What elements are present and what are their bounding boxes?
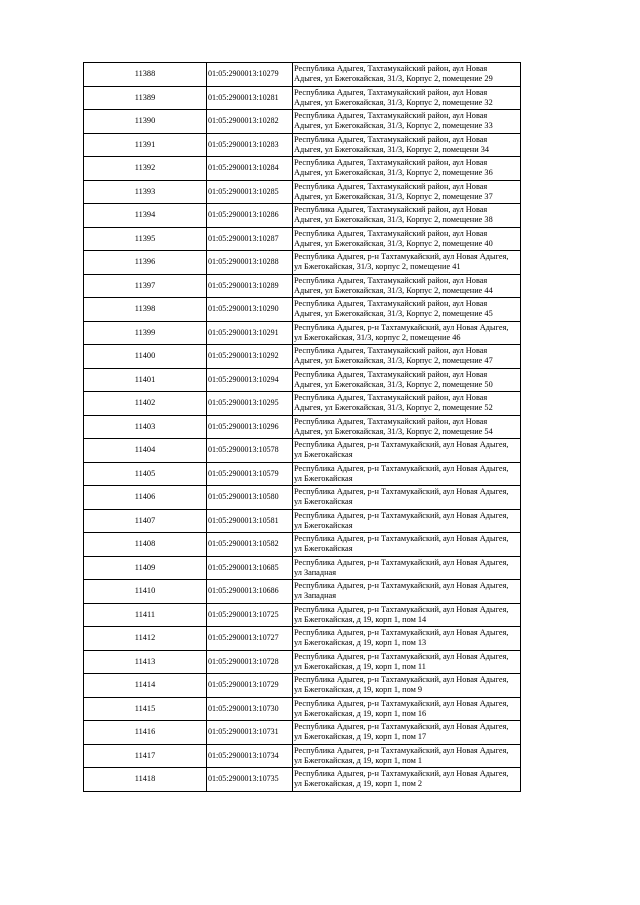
address-line-2: Адыгея, ул Бжегокайская, 31/3, Корпус 2, помещение 33 xyxy=(294,121,493,131)
row-number: 11396 xyxy=(84,251,207,275)
address-line-2: ул Бжегокайская, д 19, корп 1, пом 9 xyxy=(294,685,423,695)
address-line-2: Адыгея, ул Бжегокайская, 31/3, Корпус 2, помещение 29 xyxy=(294,74,493,84)
table-row xyxy=(84,580,521,604)
row-number: 11417 xyxy=(84,744,207,768)
address-line-1: Республика Адыгея, р-н Тахтамукайский, аул Новая Адыгея, xyxy=(294,722,509,732)
address-cell xyxy=(293,63,521,87)
address-line-2: ул Бжегокайская, 31/3, корпус 2, помещение 46 xyxy=(294,332,461,342)
address-cell xyxy=(293,556,521,580)
cadastral-number: 01:05:2900013:10287 xyxy=(207,227,293,251)
row-number: 11405 xyxy=(84,462,207,486)
table-row xyxy=(84,321,521,345)
address-line-1: Республика Адыгея, Тахтамукайский район, аул Новая xyxy=(294,205,488,215)
table-row xyxy=(84,86,521,110)
cadastral-number: 01:05:2900013:10288 xyxy=(207,251,293,275)
cadastral-number: 01:05:2900013:10580 xyxy=(207,486,293,510)
cadastral-number: 01:05:2900013:10581 xyxy=(207,509,293,533)
address-line-2: Адыгея, ул Бжегокайская, 31/3, Корпус 2, помещение 47 xyxy=(294,356,493,366)
cadastral-number: 01:05:2900013:10728 xyxy=(207,650,293,674)
address-line-1: Республика Адыгея, р-н Тахтамукайский, аул Новая Адыгея, xyxy=(294,487,509,497)
cadastral-number: 01:05:2900013:10292 xyxy=(207,345,293,369)
address-line-2: ул Бжегокайская, д 19, корп 1, пом 11 xyxy=(294,661,426,671)
address-line-1: Республика Адыгея, р-н Тахтамукайский, аул Новая Адыгея, xyxy=(294,252,509,262)
address-line-2: ул Бжегокайская xyxy=(294,450,353,460)
address-line-2: Адыгея, ул Бжегокайская, 31/3, Корпус 2, помещение 38 xyxy=(294,215,493,225)
address-line-1: Республика Адыгея, р-н Тахтамукайский, аул Новая Адыгея, xyxy=(294,581,509,591)
table-row xyxy=(84,110,521,134)
address-line-2: ул Бжегокайская xyxy=(294,497,353,507)
address-cell xyxy=(293,744,521,768)
address-line-2: ул Бжегокайская, д 19, корп 1, пом 2 xyxy=(294,779,423,789)
address-line-1: Республика Адыгея, Тахтамукайский район, аул Новая xyxy=(294,111,488,121)
row-number: 11407 xyxy=(84,509,207,533)
cadastral-number: 01:05:2900013:10291 xyxy=(207,321,293,345)
address-line-2: ул Бжегокайская xyxy=(294,544,353,554)
cadastral-number: 01:05:2900013:10731 xyxy=(207,721,293,745)
row-number: 11401 xyxy=(84,368,207,392)
address-cell xyxy=(293,415,521,439)
table-row xyxy=(84,650,521,674)
row-number: 11403 xyxy=(84,415,207,439)
address-line-1: Республика Адыгея, р-н Тахтамукайский, аул Новая Адыгея, xyxy=(294,440,509,450)
row-number: 11399 xyxy=(84,321,207,345)
row-number: 11389 xyxy=(84,86,207,110)
cadastral-number: 01:05:2900013:10730 xyxy=(207,697,293,721)
row-number: 11392 xyxy=(84,157,207,181)
address-line-1: Республика Адыгея, Тахтамукайский район, аул Новая xyxy=(294,181,488,191)
cadastral-number: 01:05:2900013:10734 xyxy=(207,744,293,768)
row-number: 11395 xyxy=(84,227,207,251)
address-line-1: Республика Адыгея, р-н Тахтамукайский, аул Новая Адыгея, xyxy=(294,745,509,755)
address-line-1: Республика Адыгея, р-н Тахтамукайский, аул Новая Адыгея, xyxy=(294,463,509,473)
row-number: 11406 xyxy=(84,486,207,510)
address-line-1: Республика Адыгея, Тахтамукайский район, аул Новая xyxy=(294,393,488,403)
address-cell xyxy=(293,321,521,345)
cadastral-number: 01:05:2900013:10685 xyxy=(207,556,293,580)
table-row xyxy=(84,298,521,322)
address-cell xyxy=(293,627,521,651)
row-number: 11408 xyxy=(84,533,207,557)
row-number: 11398 xyxy=(84,298,207,322)
row-number: 11410 xyxy=(84,580,207,604)
address-cell xyxy=(293,392,521,416)
address-line-1: Республика Адыгея, Тахтамукайский район, аул Новая xyxy=(294,416,488,426)
row-number: 11418 xyxy=(84,768,207,792)
row-number: 11415 xyxy=(84,697,207,721)
row-number: 11412 xyxy=(84,627,207,651)
address-cell xyxy=(293,204,521,228)
address-cell xyxy=(293,462,521,486)
address-cell xyxy=(293,133,521,157)
cadastral-number: 01:05:2900013:10295 xyxy=(207,392,293,416)
address-cell xyxy=(293,580,521,604)
cadastral-number: 01:05:2900013:10579 xyxy=(207,462,293,486)
address-line-1: Республика Адыгея, Тахтамукайский район, аул Новая xyxy=(294,369,488,379)
address-line-2: Адыгея, ул Бжегокайская, 31/3, Корпус 2, помещение 45 xyxy=(294,309,493,319)
address-line-2: ул Бжегокайская, 31/3, корпус 2, помещение 41 xyxy=(294,262,461,272)
table-row xyxy=(84,462,521,486)
row-number: 11394 xyxy=(84,204,207,228)
address-line-1: Республика Адыгея, Тахтамукайский район, аул Новая xyxy=(294,158,488,168)
cadastral-number: 01:05:2900013:10582 xyxy=(207,533,293,557)
address-cell xyxy=(293,86,521,110)
table-row xyxy=(84,204,521,228)
row-number: 11416 xyxy=(84,721,207,745)
address-line-1: Республика Адыгея, р-н Тахтамукайский, аул Новая Адыгея, xyxy=(294,510,509,520)
table-row xyxy=(84,63,521,87)
row-number: 11402 xyxy=(84,392,207,416)
table-row xyxy=(84,556,521,580)
document-page xyxy=(83,62,520,792)
row-number: 11414 xyxy=(84,674,207,698)
address-cell xyxy=(293,180,521,204)
address-line-2: ул Западная xyxy=(294,567,337,577)
address-cell xyxy=(293,227,521,251)
cadastral-number: 01:05:2900013:10296 xyxy=(207,415,293,439)
address-cell xyxy=(293,697,521,721)
row-number: 11404 xyxy=(84,439,207,463)
address-line-2: Адыгея, ул Бжегокайская, 31/3, Корпус 2, помещени 34 xyxy=(294,144,490,154)
table-row xyxy=(84,744,521,768)
address-line-2: Адыгея, ул Бжегокайская, 31/3, Корпус 2, помещение 40 xyxy=(294,238,493,248)
table-row xyxy=(84,768,521,792)
address-line-1: Республика Адыгея, Тахтамукайский район, аул Новая xyxy=(294,87,488,97)
address-line-1: Республика Адыгея, р-н Тахтамукайский, аул Новая Адыгея, xyxy=(294,322,509,332)
cadastral-number: 01:05:2900013:10290 xyxy=(207,298,293,322)
cadastral-number: 01:05:2900013:10286 xyxy=(207,204,293,228)
address-cell xyxy=(293,603,521,627)
address-line-1: Республика Адыгея, р-н Тахтамукайский, аул Новая Адыгея, xyxy=(294,628,509,638)
row-number: 11397 xyxy=(84,274,207,298)
address-line-1: Республика Адыгея, Тахтамукайский район, аул Новая xyxy=(294,228,488,238)
address-line-1: Республика Адыгея, р-н Тахтамукайский, аул Новая Адыгея, xyxy=(294,651,509,661)
registry-table-body xyxy=(84,63,521,792)
table-row xyxy=(84,415,521,439)
address-line-1: Республика Адыгея, р-н Тахтамукайский, аул Новая Адыгея, xyxy=(294,675,509,685)
table-row xyxy=(84,345,521,369)
address-cell xyxy=(293,157,521,181)
cadastral-number: 01:05:2900013:10281 xyxy=(207,86,293,110)
address-line-2: ул Бжегокайская, д 19, корп 1, пом 16 xyxy=(294,708,427,718)
registry-table xyxy=(83,62,521,792)
address-line-2: ул Бжегокайская, д 19, корп 1, пом 17 xyxy=(294,732,427,742)
cadastral-number: 01:05:2900013:10279 xyxy=(207,63,293,87)
row-number: 11391 xyxy=(84,133,207,157)
address-cell xyxy=(293,439,521,463)
cadastral-number: 01:05:2900013:10578 xyxy=(207,439,293,463)
address-cell xyxy=(293,533,521,557)
cadastral-number: 01:05:2900013:10729 xyxy=(207,674,293,698)
row-number: 11390 xyxy=(84,110,207,134)
table-row xyxy=(84,674,521,698)
cadastral-number: 01:05:2900013:10725 xyxy=(207,603,293,627)
address-line-1: Республика Адыгея, р-н Тахтамукайский, аул Новая Адыгея, xyxy=(294,604,509,614)
address-cell xyxy=(293,110,521,134)
table-row xyxy=(84,721,521,745)
address-line-2: ул Бжегокайская, д 19, корп 1, пом 13 xyxy=(294,638,427,648)
address-line-1: Республика Адыгея, Тахтамукайский район, аул Новая xyxy=(294,299,488,309)
address-line-2: Адыгея, ул Бжегокайская, 31/3, Корпус 2, помещение 36 xyxy=(294,168,493,178)
address-line-2: Адыгея, ул Бжегокайская, 31/3, Корпус 2, помещение 52 xyxy=(294,403,493,413)
address-line-2: ул Бжегокайская xyxy=(294,520,353,530)
address-line-1: Республика Адыгея, Тахтамукайский район, аул Новая xyxy=(294,346,488,356)
address-cell xyxy=(293,486,521,510)
row-number: 11393 xyxy=(84,180,207,204)
table-row xyxy=(84,392,521,416)
table-row xyxy=(84,533,521,557)
address-cell xyxy=(293,721,521,745)
cadastral-number: 01:05:2900013:10289 xyxy=(207,274,293,298)
address-line-2: ул Бжегокайская, д 19, корп 1, пом 1 xyxy=(294,755,423,765)
address-cell xyxy=(293,274,521,298)
address-line-1: Республика Адыгея, р-н Тахтамукайский, аул Новая Адыгея, xyxy=(294,557,509,567)
cadastral-number: 01:05:2900013:10294 xyxy=(207,368,293,392)
table-row xyxy=(84,274,521,298)
address-line-2: Адыгея, ул Бжегокайская, 31/3, Корпус 2, помещение 54 xyxy=(294,426,493,436)
cadastral-number: 01:05:2900013:10284 xyxy=(207,157,293,181)
address-line-1: Республика Адыгея, Тахтамукайский район, аул Новая xyxy=(294,275,488,285)
cadastral-number: 01:05:2900013:10727 xyxy=(207,627,293,651)
cadastral-number: 01:05:2900013:10285 xyxy=(207,180,293,204)
table-row xyxy=(84,180,521,204)
address-cell xyxy=(293,509,521,533)
table-row xyxy=(84,486,521,510)
cadastral-number: 01:05:2900013:10282 xyxy=(207,110,293,134)
row-number: 11400 xyxy=(84,345,207,369)
cadastral-number: 01:05:2900013:10735 xyxy=(207,768,293,792)
address-cell xyxy=(293,298,521,322)
address-line-2: Адыгея, ул Бжегокайская, 31/3, Корпус 2, помещение 44 xyxy=(294,285,493,295)
table-row xyxy=(84,509,521,533)
address-line-2: Адыгея, ул Бжегокайская, 31/3, Корпус 2, помещение 32 xyxy=(294,97,493,107)
address-cell xyxy=(293,368,521,392)
row-number: 11411 xyxy=(84,603,207,627)
table-row xyxy=(84,627,521,651)
row-number: 11388 xyxy=(84,63,207,87)
address-cell xyxy=(293,674,521,698)
table-row xyxy=(84,603,521,627)
address-cell xyxy=(293,768,521,792)
address-cell xyxy=(293,251,521,275)
address-line-2: ул Западная xyxy=(294,591,337,601)
table-row xyxy=(84,368,521,392)
table-row xyxy=(84,157,521,181)
address-line-1: Республика Адыгея, Тахтамукайский район, аул Новая xyxy=(294,134,488,144)
address-line-1: Республика Адыгея, р-н Тахтамукайский, аул Новая Адыгея, xyxy=(294,769,509,779)
table-row xyxy=(84,133,521,157)
address-line-2: Адыгея, ул Бжегокайская, 31/3, Корпус 2, помещение 37 xyxy=(294,191,493,201)
table-row xyxy=(84,251,521,275)
address-cell xyxy=(293,650,521,674)
address-cell xyxy=(293,345,521,369)
cadastral-number: 01:05:2900013:10283 xyxy=(207,133,293,157)
row-number: 11409 xyxy=(84,556,207,580)
cadastral-number: 01:05:2900013:10686 xyxy=(207,580,293,604)
table-row xyxy=(84,227,521,251)
address-line-1: Республика Адыгея, р-н Тахтамукайский, аул Новая Адыгея, xyxy=(294,698,509,708)
row-number: 11413 xyxy=(84,650,207,674)
address-line-2: ул Бжегокайская xyxy=(294,473,353,483)
address-line-1: Республика Адыгея, Тахтамукайский район, аул Новая xyxy=(294,64,488,74)
table-row xyxy=(84,697,521,721)
address-line-1: Республика Адыгея, р-н Тахтамукайский, аул Новая Адыгея, xyxy=(294,534,509,544)
address-line-2: ул Бжегокайская, д 19, корп 1, пом 14 xyxy=(294,614,427,624)
address-line-2: Адыгея, ул Бжегокайская, 31/3, Корпус 2, помещение 50 xyxy=(294,379,493,389)
table-row xyxy=(84,439,521,463)
